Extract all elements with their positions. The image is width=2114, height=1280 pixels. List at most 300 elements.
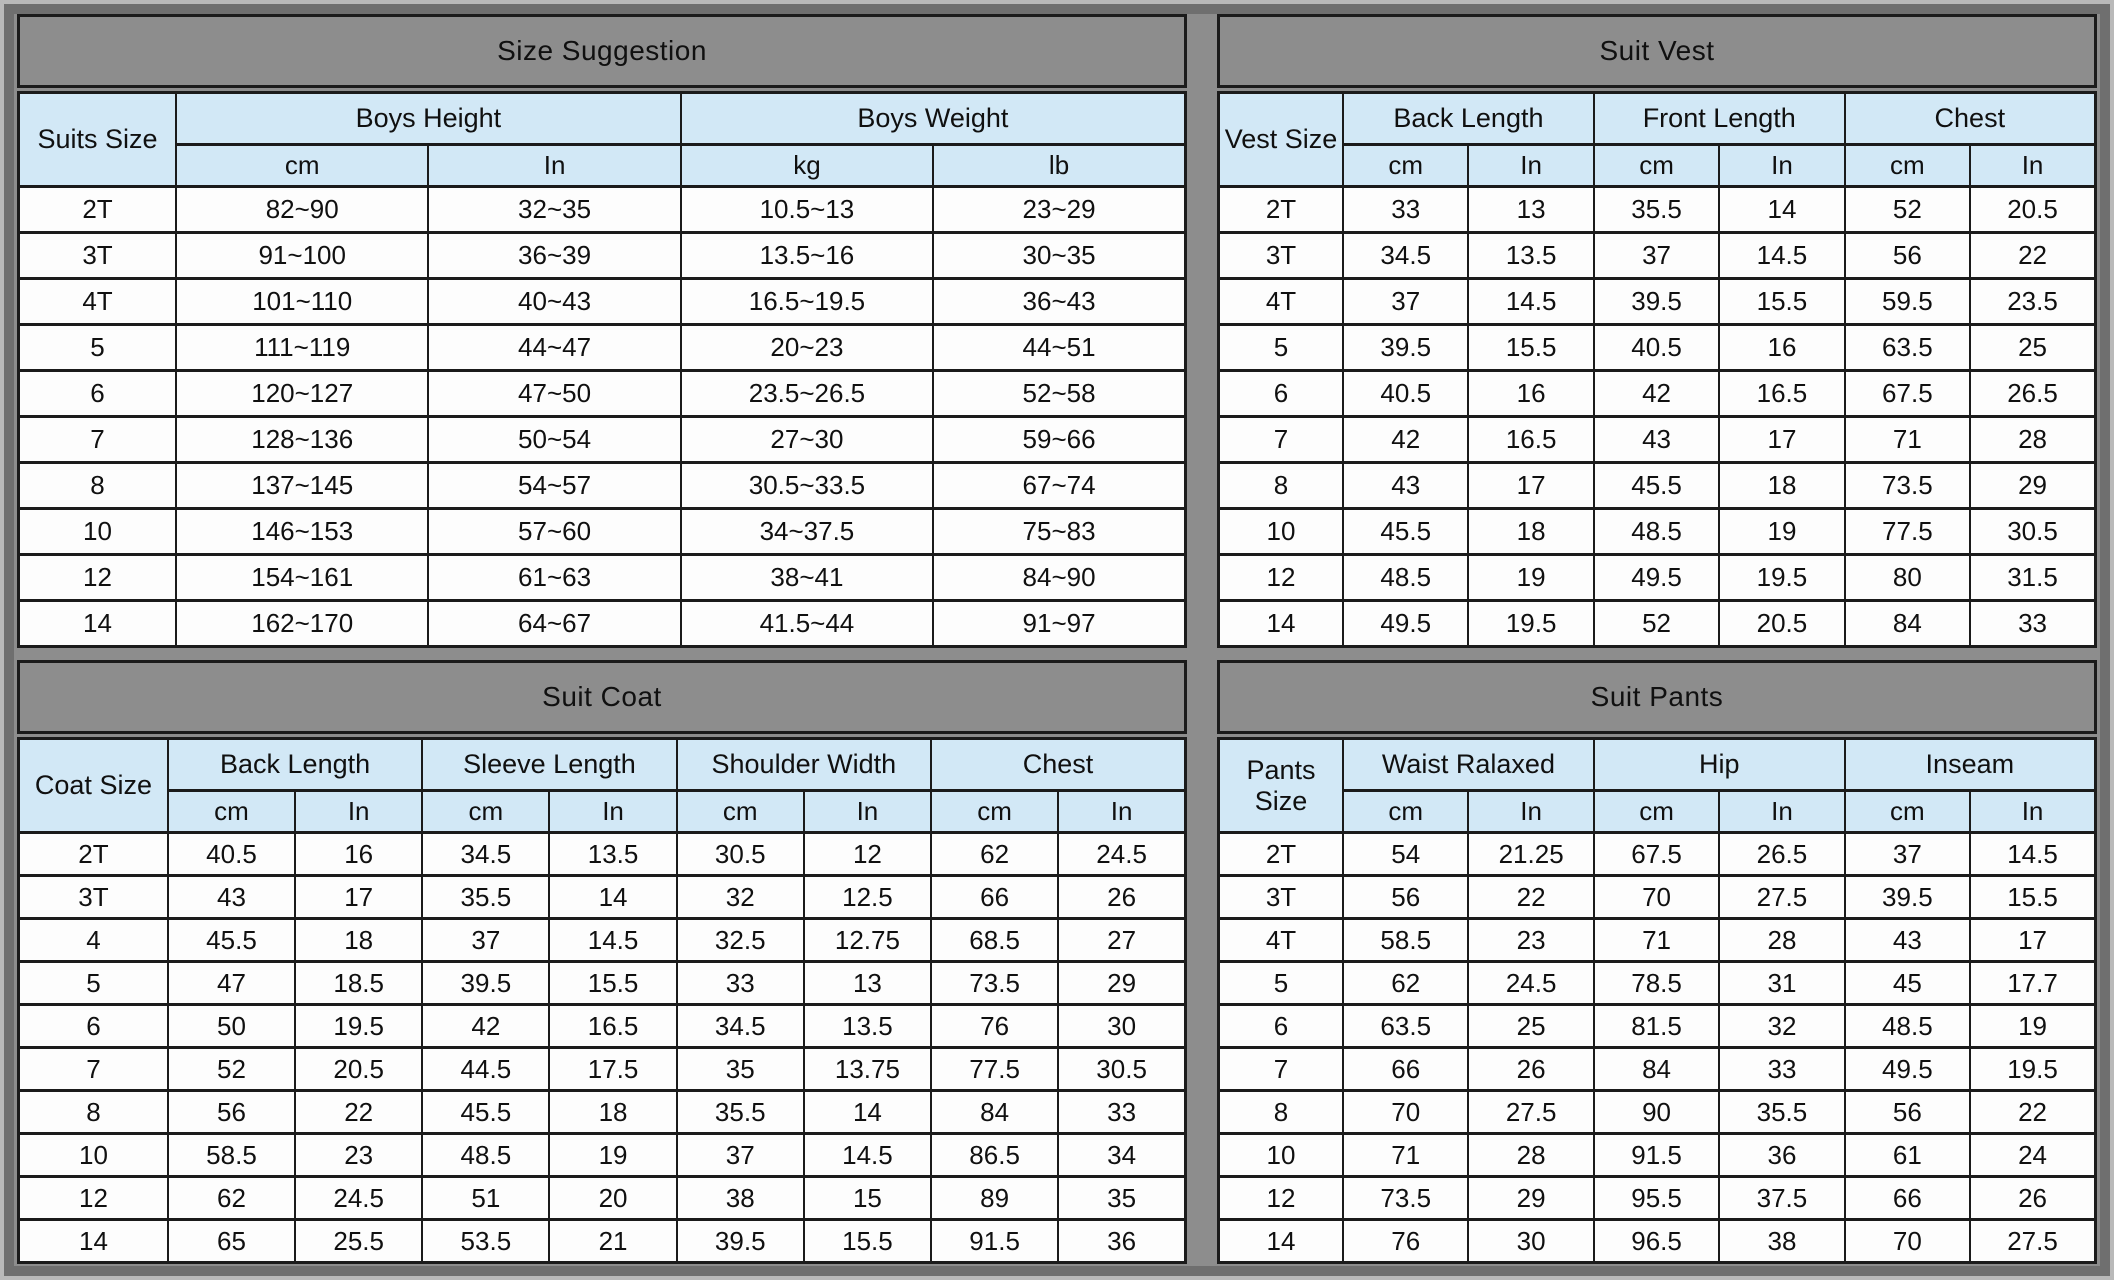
value-cell: 27 xyxy=(1058,919,1185,962)
value-cell: 15.5 xyxy=(1970,876,2095,919)
suit-vest-corner-header: Vest Size xyxy=(1219,93,1344,187)
value-cell: 91~97 xyxy=(933,601,1185,647)
value-cell: 19.5 xyxy=(1468,601,1593,647)
value-cell: 19 xyxy=(549,1134,676,1177)
table-row xyxy=(19,1005,1186,1048)
size-cell: 14 xyxy=(1219,1220,1344,1263)
unit-header-cm: cm xyxy=(1845,791,1970,833)
value-cell: 20 xyxy=(549,1177,676,1220)
size-cell: 7 xyxy=(1219,1048,1344,1091)
value-cell: 44~51 xyxy=(933,325,1185,371)
value-cell: 37.5 xyxy=(1719,1177,1844,1220)
value-cell: 43 xyxy=(1594,417,1719,463)
value-cell: 23~29 xyxy=(933,187,1185,233)
table-row xyxy=(1219,962,2096,1005)
value-cell: 45.5 xyxy=(1343,509,1468,555)
size-cell: 3T xyxy=(1219,876,1344,919)
value-cell: 81.5 xyxy=(1594,1005,1719,1048)
value-cell: 25 xyxy=(1468,1005,1593,1048)
value-cell: 71 xyxy=(1845,417,1970,463)
table-row xyxy=(1219,876,2096,919)
suit-vest-table xyxy=(1217,91,2097,648)
suit-pants-section xyxy=(1217,660,2097,1264)
value-cell: 49.5 xyxy=(1845,1048,1970,1091)
value-cell: 32.5 xyxy=(677,919,804,962)
size-cell: 2T xyxy=(1219,833,1344,876)
value-cell: 48.5 xyxy=(422,1134,549,1177)
value-cell: 34.5 xyxy=(422,833,549,876)
size-suggestion-table xyxy=(17,91,1187,648)
value-cell: 20~23 xyxy=(681,325,933,371)
table-row xyxy=(19,233,1186,279)
table-row xyxy=(19,601,1186,647)
value-cell: 20.5 xyxy=(1970,187,2095,233)
size-cell: 5 xyxy=(1219,325,1344,371)
size-cell: 6 xyxy=(19,371,177,417)
value-cell: 17 xyxy=(295,876,422,919)
value-cell: 45.5 xyxy=(422,1091,549,1134)
value-cell: 56 xyxy=(1343,876,1468,919)
value-cell: 59~66 xyxy=(933,417,1185,463)
value-cell: 111~119 xyxy=(176,325,428,371)
size-cell: 12 xyxy=(19,1177,168,1220)
size-cell: 6 xyxy=(19,1005,168,1048)
value-cell: 22 xyxy=(1970,1091,2095,1134)
value-cell: 71 xyxy=(1594,919,1719,962)
value-cell: 62 xyxy=(168,1177,295,1220)
value-cell: 14.5 xyxy=(1468,279,1593,325)
value-cell: 84~90 xyxy=(933,555,1185,601)
value-cell: 16.5~19.5 xyxy=(681,279,933,325)
size-cell: 12 xyxy=(1219,1177,1344,1220)
value-cell: 13.5 xyxy=(549,833,676,876)
value-cell: 86.5 xyxy=(931,1134,1058,1177)
value-cell: 84 xyxy=(1845,601,1970,647)
table-row xyxy=(19,1220,1186,1263)
table-row xyxy=(19,509,1186,555)
value-cell: 32 xyxy=(1719,1005,1844,1048)
size-cell: 2T xyxy=(19,833,168,876)
unit-header-cm: cm xyxy=(677,791,804,833)
value-cell: 53.5 xyxy=(422,1220,549,1263)
group-header-inseam: Inseam xyxy=(1845,739,2096,791)
unit-header-in: In xyxy=(1719,791,1844,833)
value-cell: 62 xyxy=(931,833,1058,876)
value-cell: 62 xyxy=(1343,962,1468,1005)
value-cell: 41.5~44 xyxy=(681,601,933,647)
size-cell: 10 xyxy=(1219,1134,1344,1177)
value-cell: 17.5 xyxy=(549,1048,676,1091)
table-row xyxy=(19,962,1186,1005)
value-cell: 22 xyxy=(1970,233,2095,279)
value-cell: 37 xyxy=(1594,233,1719,279)
value-cell: 76 xyxy=(1343,1220,1468,1263)
group-header-back-length: Back Length xyxy=(168,739,422,791)
value-cell: 14.5 xyxy=(804,1134,931,1177)
value-cell: 19 xyxy=(1468,555,1593,601)
value-cell: 52 xyxy=(1594,601,1719,647)
value-cell: 30 xyxy=(1468,1220,1593,1263)
suit-vest-section xyxy=(1217,14,2097,648)
value-cell: 67~74 xyxy=(933,463,1185,509)
unit-header-cm: cm xyxy=(176,145,428,187)
value-cell: 38 xyxy=(677,1177,804,1220)
size-cell: 4T xyxy=(1219,919,1344,962)
value-cell: 21.25 xyxy=(1468,833,1593,876)
suit-pants-header-group-row xyxy=(1219,739,2096,791)
unit-header-in: In xyxy=(428,145,680,187)
value-cell: 23.5~26.5 xyxy=(681,371,933,417)
value-cell: 10.5~13 xyxy=(681,187,933,233)
value-cell: 17 xyxy=(1719,417,1844,463)
suit-vest-header-unit-row xyxy=(1219,145,2096,187)
value-cell: 24.5 xyxy=(1058,833,1185,876)
value-cell: 39.5 xyxy=(1343,325,1468,371)
suit-coat-header-group-row xyxy=(19,739,1186,791)
value-cell: 18 xyxy=(295,919,422,962)
size-cell: 12 xyxy=(19,555,177,601)
value-cell: 19 xyxy=(1970,1005,2095,1048)
size-suggestion-title: Size Suggestion xyxy=(17,14,1187,88)
value-cell: 19.5 xyxy=(1719,555,1844,601)
value-cell: 12.75 xyxy=(804,919,931,962)
unit-header-in: In xyxy=(1468,145,1593,187)
value-cell: 23.5 xyxy=(1970,279,2095,325)
value-cell: 68.5 xyxy=(931,919,1058,962)
value-cell: 45.5 xyxy=(168,919,295,962)
suit-coat-header-unit-row xyxy=(19,791,1186,833)
value-cell: 54~57 xyxy=(428,463,680,509)
value-cell: 27.5 xyxy=(1719,876,1844,919)
value-cell: 66 xyxy=(1845,1177,1970,1220)
table-row xyxy=(1219,187,2096,233)
unit-header-in: In xyxy=(1970,145,2095,187)
table-row xyxy=(1219,1177,2096,1220)
value-cell: 24 xyxy=(1970,1134,2095,1177)
value-cell: 35.5 xyxy=(422,876,549,919)
value-cell: 14 xyxy=(804,1091,931,1134)
value-cell: 42 xyxy=(1343,417,1468,463)
size-cell: 4 xyxy=(19,919,168,962)
table-row xyxy=(1219,417,2096,463)
value-cell: 32 xyxy=(677,876,804,919)
value-cell: 50 xyxy=(168,1005,295,1048)
value-cell: 61 xyxy=(1845,1134,1970,1177)
value-cell: 15.5 xyxy=(1719,279,1844,325)
table-row xyxy=(1219,279,2096,325)
table-row xyxy=(1219,509,2096,555)
value-cell: 17 xyxy=(1970,919,2095,962)
value-cell: 70 xyxy=(1343,1091,1468,1134)
value-cell: 101~110 xyxy=(176,279,428,325)
group-header-hip: Hip xyxy=(1594,739,1845,791)
value-cell: 35 xyxy=(677,1048,804,1091)
value-cell: 29 xyxy=(1058,962,1185,1005)
size-suggestion-section xyxy=(17,14,1187,648)
value-cell: 22 xyxy=(295,1091,422,1134)
value-cell: 42 xyxy=(422,1005,549,1048)
value-cell: 48.5 xyxy=(1845,1005,1970,1048)
chart-grid xyxy=(14,14,2100,1266)
value-cell: 20.5 xyxy=(1719,601,1844,647)
value-cell: 28 xyxy=(1468,1134,1593,1177)
value-cell: 66 xyxy=(931,876,1058,919)
group-header-chest: Chest xyxy=(1845,93,2096,145)
group-header-chest: Chest xyxy=(931,739,1185,791)
value-cell: 73.5 xyxy=(1845,463,1970,509)
value-cell: 70 xyxy=(1594,876,1719,919)
size-cell: 2T xyxy=(19,187,177,233)
unit-header-in: In xyxy=(804,791,931,833)
unit-header-kg: kg xyxy=(681,145,933,187)
value-cell: 47~50 xyxy=(428,371,680,417)
value-cell: 31 xyxy=(1719,962,1844,1005)
value-cell: 39.5 xyxy=(677,1220,804,1263)
value-cell: 30.5 xyxy=(1058,1048,1185,1091)
unit-header-in: In xyxy=(295,791,422,833)
size-suggestion-header-group-row xyxy=(19,93,1186,145)
value-cell: 13 xyxy=(1468,187,1593,233)
size-cell: 10 xyxy=(19,1134,168,1177)
size-cell: 14 xyxy=(1219,601,1344,647)
value-cell: 14 xyxy=(1719,187,1844,233)
value-cell: 16 xyxy=(295,833,422,876)
size-cell: 7 xyxy=(1219,417,1344,463)
value-cell: 77.5 xyxy=(1845,509,1970,555)
value-cell: 49.5 xyxy=(1343,601,1468,647)
value-cell: 91~100 xyxy=(176,233,428,279)
value-cell: 27.5 xyxy=(1970,1220,2095,1263)
value-cell: 52~58 xyxy=(933,371,1185,417)
unit-header-in: In xyxy=(549,791,676,833)
value-cell: 15 xyxy=(804,1177,931,1220)
value-cell: 15.5 xyxy=(804,1220,931,1263)
size-cell: 6 xyxy=(1219,1005,1344,1048)
table-row xyxy=(1219,325,2096,371)
unit-header-cm: cm xyxy=(1845,145,1970,187)
table-row xyxy=(1219,1091,2096,1134)
value-cell: 56 xyxy=(1845,233,1970,279)
value-cell: 14.5 xyxy=(1719,233,1844,279)
value-cell: 39.5 xyxy=(1594,279,1719,325)
group-header-boys-height: Boys Height xyxy=(176,93,681,145)
value-cell: 18 xyxy=(549,1091,676,1134)
value-cell: 49.5 xyxy=(1594,555,1719,601)
value-cell: 63.5 xyxy=(1845,325,1970,371)
value-cell: 15.5 xyxy=(1468,325,1593,371)
value-cell: 70 xyxy=(1845,1220,1970,1263)
unit-header-in: In xyxy=(1970,791,2095,833)
value-cell: 56 xyxy=(1845,1091,1970,1134)
unit-header-cm: cm xyxy=(1594,791,1719,833)
value-cell: 48.5 xyxy=(1594,509,1719,555)
value-cell: 13.5 xyxy=(1468,233,1593,279)
value-cell: 24.5 xyxy=(1468,962,1593,1005)
value-cell: 45.5 xyxy=(1594,463,1719,509)
value-cell: 15.5 xyxy=(549,962,676,1005)
value-cell: 39.5 xyxy=(422,962,549,1005)
value-cell: 36~39 xyxy=(428,233,680,279)
value-cell: 64~67 xyxy=(428,601,680,647)
value-cell: 36 xyxy=(1719,1134,1844,1177)
table-row xyxy=(19,463,1186,509)
value-cell: 44~47 xyxy=(428,325,680,371)
table-row xyxy=(19,876,1186,919)
size-cell: 7 xyxy=(19,417,177,463)
size-cell: 3T xyxy=(19,876,168,919)
table-row xyxy=(1219,371,2096,417)
value-cell: 16.5 xyxy=(1468,417,1593,463)
group-header-boys-weight: Boys Weight xyxy=(681,93,1186,145)
unit-header-cm: cm xyxy=(168,791,295,833)
size-suggestion-corner-header: Suits Size xyxy=(19,93,177,187)
size-cell: 8 xyxy=(1219,463,1344,509)
value-cell: 28 xyxy=(1719,919,1844,962)
value-cell: 14 xyxy=(549,876,676,919)
value-cell: 16.5 xyxy=(549,1005,676,1048)
value-cell: 43 xyxy=(168,876,295,919)
value-cell: 34.5 xyxy=(1343,233,1468,279)
value-cell: 40.5 xyxy=(1594,325,1719,371)
value-cell: 23 xyxy=(295,1134,422,1177)
value-cell: 30.5 xyxy=(1970,509,2095,555)
value-cell: 154~161 xyxy=(176,555,428,601)
table-row xyxy=(1219,833,2096,876)
value-cell: 27.5 xyxy=(1468,1091,1593,1134)
size-cell: 10 xyxy=(1219,509,1344,555)
unit-header-in: In xyxy=(1719,145,1844,187)
value-cell: 84 xyxy=(1594,1048,1719,1091)
suit-coat-corner-header: Coat Size xyxy=(19,739,168,833)
group-header-front-length: Front Length xyxy=(1594,93,1845,145)
value-cell: 26 xyxy=(1468,1048,1593,1091)
size-cell: 7 xyxy=(19,1048,168,1091)
value-cell: 71 xyxy=(1343,1134,1468,1177)
value-cell: 61~63 xyxy=(428,555,680,601)
value-cell: 14.5 xyxy=(549,919,676,962)
table-row xyxy=(19,1091,1186,1134)
table-row xyxy=(1219,555,2096,601)
value-cell: 34~37.5 xyxy=(681,509,933,555)
value-cell: 31.5 xyxy=(1970,555,2095,601)
value-cell: 66 xyxy=(1343,1048,1468,1091)
value-cell: 82~90 xyxy=(176,187,428,233)
unit-header-in: In xyxy=(1058,791,1185,833)
value-cell: 30~35 xyxy=(933,233,1185,279)
value-cell: 51 xyxy=(422,1177,549,1220)
size-cell: 8 xyxy=(1219,1091,1344,1134)
value-cell: 14.5 xyxy=(1970,833,2095,876)
value-cell: 33 xyxy=(1058,1091,1185,1134)
value-cell: 91.5 xyxy=(931,1220,1058,1263)
table-row xyxy=(19,417,1186,463)
value-cell: 77.5 xyxy=(931,1048,1058,1091)
value-cell: 17.7 xyxy=(1970,962,2095,1005)
table-row xyxy=(19,1177,1186,1220)
size-cell: 8 xyxy=(19,1091,168,1134)
value-cell: 12.5 xyxy=(804,876,931,919)
value-cell: 26 xyxy=(1970,1177,2095,1220)
value-cell: 35.5 xyxy=(677,1091,804,1134)
value-cell: 37 xyxy=(1845,833,1970,876)
value-cell: 29 xyxy=(1970,463,2095,509)
table-row xyxy=(1219,1048,2096,1091)
size-cell: 2T xyxy=(1219,187,1344,233)
value-cell: 19.5 xyxy=(295,1005,422,1048)
unit-header-cm: cm xyxy=(422,791,549,833)
value-cell: 12 xyxy=(804,833,931,876)
value-cell: 40.5 xyxy=(1343,371,1468,417)
value-cell: 30.5~33.5 xyxy=(681,463,933,509)
group-header-back-length: Back Length xyxy=(1343,93,1594,145)
size-cell: 5 xyxy=(19,962,168,1005)
table-row xyxy=(1219,463,2096,509)
value-cell: 18 xyxy=(1468,509,1593,555)
table-row xyxy=(19,325,1186,371)
size-suggestion-header-unit-row xyxy=(19,145,1186,187)
size-cell: 5 xyxy=(19,325,177,371)
group-header-waist-ralaxed: Waist Ralaxed xyxy=(1343,739,1594,791)
value-cell: 45 xyxy=(1845,962,1970,1005)
value-cell: 23 xyxy=(1468,919,1593,962)
value-cell: 26.5 xyxy=(1970,371,2095,417)
size-cell: 3T xyxy=(19,233,177,279)
value-cell: 25 xyxy=(1970,325,2095,371)
value-cell: 56 xyxy=(168,1091,295,1134)
value-cell: 36 xyxy=(1058,1220,1185,1263)
size-cell: 4T xyxy=(19,279,177,325)
value-cell: 146~153 xyxy=(176,509,428,555)
value-cell: 21 xyxy=(549,1220,676,1263)
value-cell: 39.5 xyxy=(1845,876,1970,919)
value-cell: 36~43 xyxy=(933,279,1185,325)
size-cell: 6 xyxy=(1219,371,1344,417)
suit-vest-header-group-row xyxy=(1219,93,2096,145)
value-cell: 28 xyxy=(1970,417,2095,463)
value-cell: 16 xyxy=(1719,325,1844,371)
table-row xyxy=(1219,919,2096,962)
value-cell: 38 xyxy=(1719,1220,1844,1263)
value-cell: 35.5 xyxy=(1594,187,1719,233)
value-cell: 96.5 xyxy=(1594,1220,1719,1263)
value-cell: 84 xyxy=(931,1091,1058,1134)
value-cell: 33 xyxy=(677,962,804,1005)
value-cell: 20.5 xyxy=(295,1048,422,1091)
table-row xyxy=(1219,233,2096,279)
value-cell: 37 xyxy=(677,1134,804,1177)
value-cell: 30 xyxy=(1058,1005,1185,1048)
value-cell: 37 xyxy=(422,919,549,962)
size-cell: 8 xyxy=(19,463,177,509)
suit-pants-title: Suit Pants xyxy=(1217,660,2097,734)
size-cell: 10 xyxy=(19,509,177,555)
size-cell: 3T xyxy=(1219,233,1344,279)
value-cell: 54 xyxy=(1343,833,1468,876)
value-cell: 76 xyxy=(931,1005,1058,1048)
unit-header-lb: lb xyxy=(933,145,1185,187)
value-cell: 27~30 xyxy=(681,417,933,463)
value-cell: 33 xyxy=(1719,1048,1844,1091)
value-cell: 89 xyxy=(931,1177,1058,1220)
value-cell: 40~43 xyxy=(428,279,680,325)
table-row xyxy=(1219,1005,2096,1048)
value-cell: 52 xyxy=(168,1048,295,1091)
table-row xyxy=(19,279,1186,325)
suit-coat-title: Suit Coat xyxy=(17,660,1187,734)
value-cell: 120~127 xyxy=(176,371,428,417)
table-row xyxy=(19,833,1186,876)
value-cell: 59.5 xyxy=(1845,279,1970,325)
